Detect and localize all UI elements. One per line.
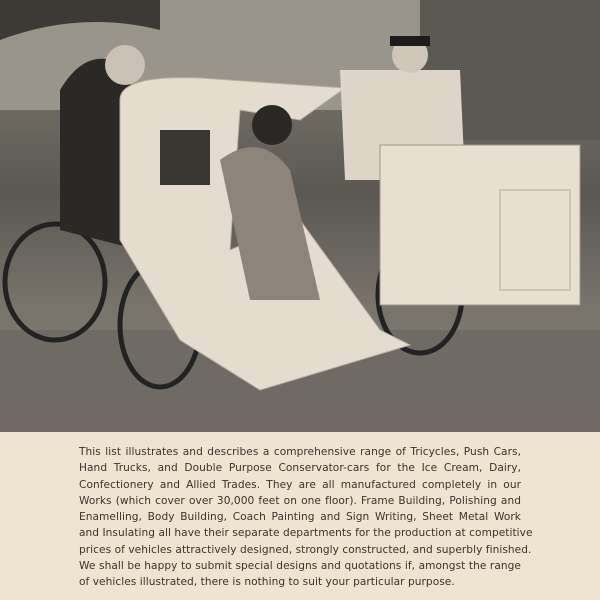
wicker-window <box>160 130 210 185</box>
text-line: prices of vehicles attractively designed, strongly constructed, and superbly finished. <box>79 543 532 556</box>
man-face <box>105 45 145 85</box>
text-line: This list illustrates and describes a comprehensive range of Tricycles, Push Cars, <box>79 446 521 458</box>
bicycle-rear-wheel <box>5 224 105 340</box>
text-line: Works (which cover over 30,000 feet on one floor). Frame Building, Polishing and <box>79 494 521 507</box>
vendor-cap <box>390 36 430 46</box>
woman-hat <box>252 105 292 145</box>
description-paragraph <box>79 444 533 591</box>
ice-cream-conservator-box <box>380 145 580 305</box>
text-line: Hand Trucks, and Double Purpose Conservator-cars for the Ice Cream, Dairy, <box>79 462 521 475</box>
text-line: Confectionery and Allied Trades. They are all manufactured completely in our <box>79 478 521 491</box>
text-line: of vehicles illustrated, there is nothing to suit your particular purpose. <box>79 576 455 589</box>
text-line: and Insulating all have their separate departments for the production at competitive <box>79 527 533 540</box>
text-line: We shall be happy to submit special designs and quotations if, amongst the range <box>79 560 521 573</box>
text-line: Enamelling, Body Building, Coach Painting and Sign Writing, Sheet Metal Work <box>79 511 521 524</box>
